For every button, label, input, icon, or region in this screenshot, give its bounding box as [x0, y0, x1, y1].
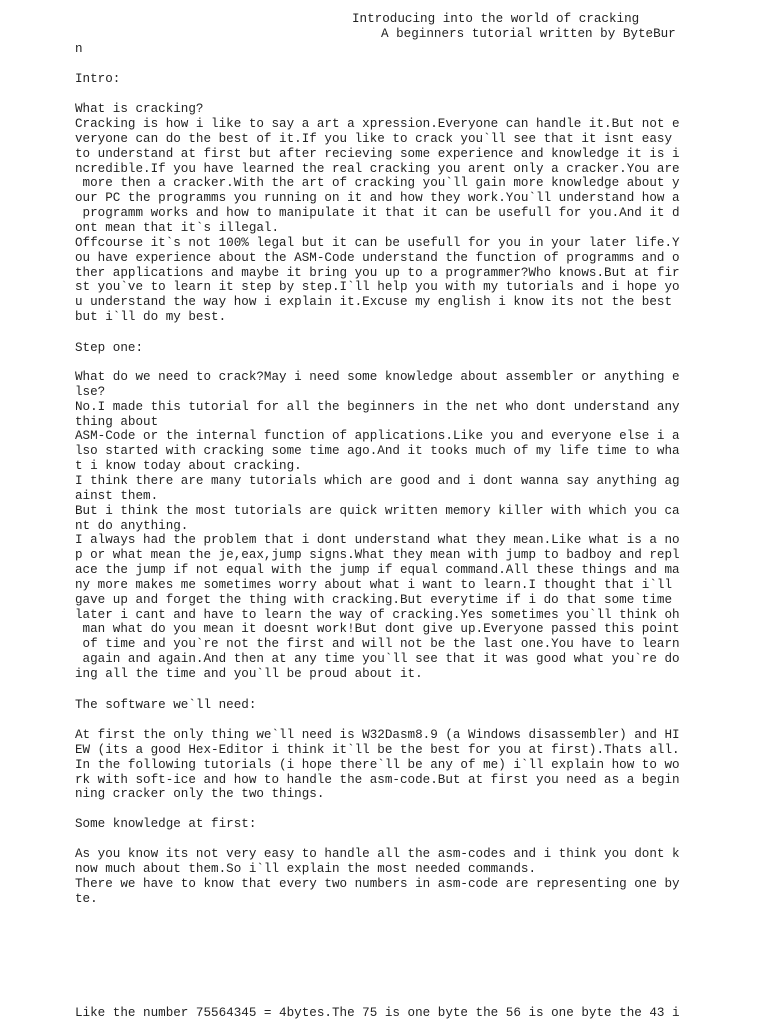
section-heading-software: The software we`ll need: — [75, 698, 257, 712]
text-line: ont mean that it`s illegal. — [75, 220, 280, 235]
footer-line: Like the number 75564345 = 4bytes.The 75 is one byte the 56 is one byte the 43 i — [75, 1006, 680, 1020]
text-line: But i think the most tutorials are quick written memory killer with which you ca — [75, 503, 680, 518]
text-line: No.I made this tutorial for all the beginners in the net who dont understand any — [75, 399, 680, 414]
text-line: ainst them. — [75, 488, 159, 503]
text-line: Cracking is how i like to say a art a xpression.Everyone can handle it.But not e — [75, 117, 680, 131]
text-line: veryone can do the best of it.If you like to crack you`ll see that it isnt easy — [75, 131, 673, 146]
text-line: As you know its not very easy to handle all the asm-codes and i think you dont k — [75, 847, 680, 861]
text-line: p or what mean the je,eax,jump signs.What they mean with jump to badboy and repl — [75, 548, 680, 563]
text-line: our PC the programms you running on it and how they work.You`ll understand how a — [75, 191, 680, 206]
text-line: now much about them.So i`ll explain the most needed commands. — [75, 861, 537, 876]
text-line: I think there are many tutorials which are good and i dont wanna say anything ag — [75, 473, 680, 488]
text-line: but i`ll do my best. — [75, 310, 227, 325]
text-line: u understand the way how i explain it.Excuse my english i know its not the best — [75, 295, 673, 310]
text-line: ning cracker only the two things. — [75, 787, 325, 802]
subtitle-wrap: n — [75, 42, 83, 56]
text-line: nt do anything. — [75, 518, 189, 533]
text-line: to understand at first but after recieving some experience and knowledge it is i — [75, 146, 680, 161]
document-subtitle: A beginners tutorial written by ByteBur — [381, 27, 676, 41]
text-line: lso started with cracking some time ago.And it tooks much of my life time to wha — [75, 444, 680, 459]
text-line: of time and you`re not the first and will not be the last one.You have to learn — [75, 637, 680, 652]
text-line: ing all the time and you`ll be proud about it. — [75, 667, 423, 681]
text-line: again and again.And then at any time you`ll see that it was good what you`re do — [75, 652, 680, 667]
document-title: Introducing into the world of cracking — [352, 12, 640, 26]
text-line: te. — [75, 891, 98, 906]
text-line: lse? — [75, 384, 106, 399]
text-line: programm works and how to manipulate it that it can be usefull for you.And it d — [75, 206, 680, 221]
text-line: ncredible.If you have learned the real cracking you arent only a cracker.You are — [75, 161, 680, 176]
text-line: ace the jump if not equal with the jump if equal command.All these things and ma — [75, 563, 680, 578]
text-line: I always had the problem that i dont understand what they mean.Like what is a no — [75, 533, 680, 548]
text-line: In the following tutorials (i hope there`ll be any of me) i`ll explain how to wo — [75, 757, 680, 772]
text-line: more then a cracker.With the art of cracking you`ll gain more knowledge about y — [75, 176, 680, 191]
text-line: later i cant and have to learn the way of cracking.Yes sometimes you`ll think oh — [75, 607, 680, 622]
text-line: man what do you mean it doesnt work!But dont give up.Everyone passed this point — [75, 622, 680, 637]
text-line: t i know today about cracking. — [75, 459, 302, 474]
text-line: st you`ve to learn it step by step.I`ll help you with my tutorials and i hope yo — [75, 280, 680, 295]
section-heading-intro: Intro: — [75, 72, 121, 86]
text-line: EW (its a good Hex-Editor i think it`ll be the best for you at first).Thats all. — [75, 742, 680, 757]
intro-question: What is cracking? — [75, 102, 204, 116]
text-line: ny more makes me sometimes worry about what i want to learn.I thought that i`ll — [75, 577, 673, 592]
text-line: At first the only thing we`ll need is W32Dasm8.9 (a Windows disassembler) and HI — [75, 728, 680, 742]
text-line: ou have experience about the ASM-Code understand the function of programms and o — [75, 250, 680, 265]
text-line: gave up and forget the thing with cracking.But everytime if i do that some time — [75, 592, 673, 607]
text-line: rk with soft-ice and how to handle the asm-code.But at first you need as a begin — [75, 772, 680, 787]
section-heading-knowledge: Some knowledge at first: — [75, 817, 257, 831]
text-line: What do we need to crack?May i need some knowledge about assembler or anything e — [75, 370, 680, 384]
text-line: There we have to know that every two numbers in asm-code are representing one by — [75, 876, 680, 891]
text-line: thing about — [75, 414, 159, 429]
text-line: ther applications and maybe it bring you up to a programmer?Who knows.But at fir — [75, 265, 680, 280]
text-line: ASM-Code or the internal function of applications.Like you and everyone else i a — [75, 429, 680, 444]
section-heading-step-one: Step one: — [75, 341, 144, 355]
text-line: Offcourse it`s not 100% legal but it can be usefull for you in your later life.Y — [75, 235, 680, 250]
